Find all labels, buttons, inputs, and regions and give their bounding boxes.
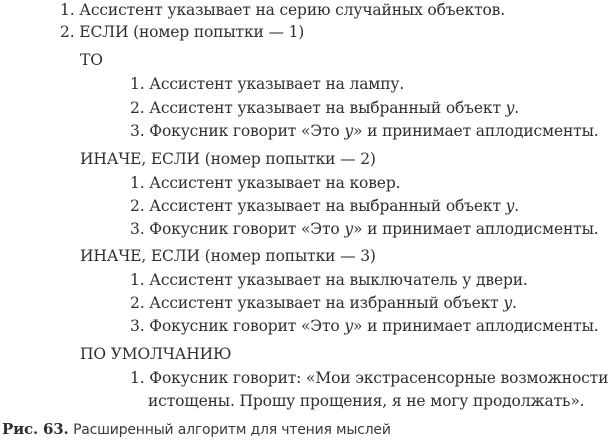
step-item [130,270,528,290]
variable-y: y [505,197,515,215]
step-item [130,74,404,94]
list-item-1 [60,0,505,20]
step-number: 1. [130,75,145,93]
step-number: 1. [130,271,145,289]
step-text-post: » и принимает аплодисменты. [353,220,599,238]
item-number: 2. [60,23,75,41]
figure-caption-text: Расширенный алгоритм для чтения мыслей [73,422,391,438]
step-text-pre: Ассистент указывает на выбранный объект [149,99,506,117]
step-text-post: » и принимает аплодисменты. [353,122,599,140]
step-text: Ассистент указывает на ковер. [149,174,401,192]
step-text-pre: Ассистент указывает на выбранный объект [149,197,506,215]
step-item [130,368,608,388]
step-number: 3. [130,220,145,238]
step-number: 3. [130,122,145,140]
item-text: Ассистент указывает на серию случайных объектов. [79,1,506,19]
step-item [130,173,400,193]
step-text-continuation: истощены. Прошу прощения, я не могу продолжать». [148,392,585,410]
step-item [130,316,599,336]
variable-y: y [344,122,353,140]
step-text-post: . [512,294,517,312]
variable-y: y [344,220,353,238]
list-item-2 [60,22,304,42]
step-text: Ассистент указывает на лампу. [149,75,405,93]
step-number: 1. [130,174,145,192]
item-number: 1. [60,1,75,19]
figure-caption-label: Рис. 63. [2,420,69,438]
branch-header-then: ТО [80,51,103,69]
branch-header-else-if-3: ИНАЧЕ, ЕСЛИ (номер попытки — 3) [80,247,376,265]
step-text: Ассистент указывает на выключатель у двери. [149,271,528,289]
step-number: 1. [130,369,145,387]
item-text: ЕСЛИ (номер попытки — 1) [79,23,305,41]
step-text-pre: Ассистент указывает на избранный объект [149,294,504,312]
step-text-pre: Фокусник говорит «Это [149,220,345,238]
step-number: 2. [130,294,145,312]
step-item [130,219,599,239]
step-text-post: . [514,197,520,215]
step-text-post: . [514,99,520,117]
variable-y: y [344,317,353,335]
variable-y: y [505,99,515,117]
step-text-post: » и принимает аплодисменты. [353,317,599,335]
step-item [130,293,517,313]
step-item [130,196,519,216]
step-number: 2. [130,99,145,117]
step-text-pre: Фокусник говорит «Это [149,317,345,335]
step-number: 3. [130,317,145,335]
branch-header-default: ПО УМОЛЧАНИЮ [80,345,232,363]
figure-caption [2,419,391,440]
step-item [130,121,599,141]
step-text: Фокусник говорит: «Мои экстрасенсорные возможности [149,369,609,387]
step-number: 2. [130,197,145,215]
variable-y: y [503,294,512,312]
step-item [130,98,519,118]
branch-header-else-if-2: ИНАЧЕ, ЕСЛИ (номер попытки — 2) [80,150,376,168]
step-text-pre: Фокусник говорит «Это [149,122,345,140]
